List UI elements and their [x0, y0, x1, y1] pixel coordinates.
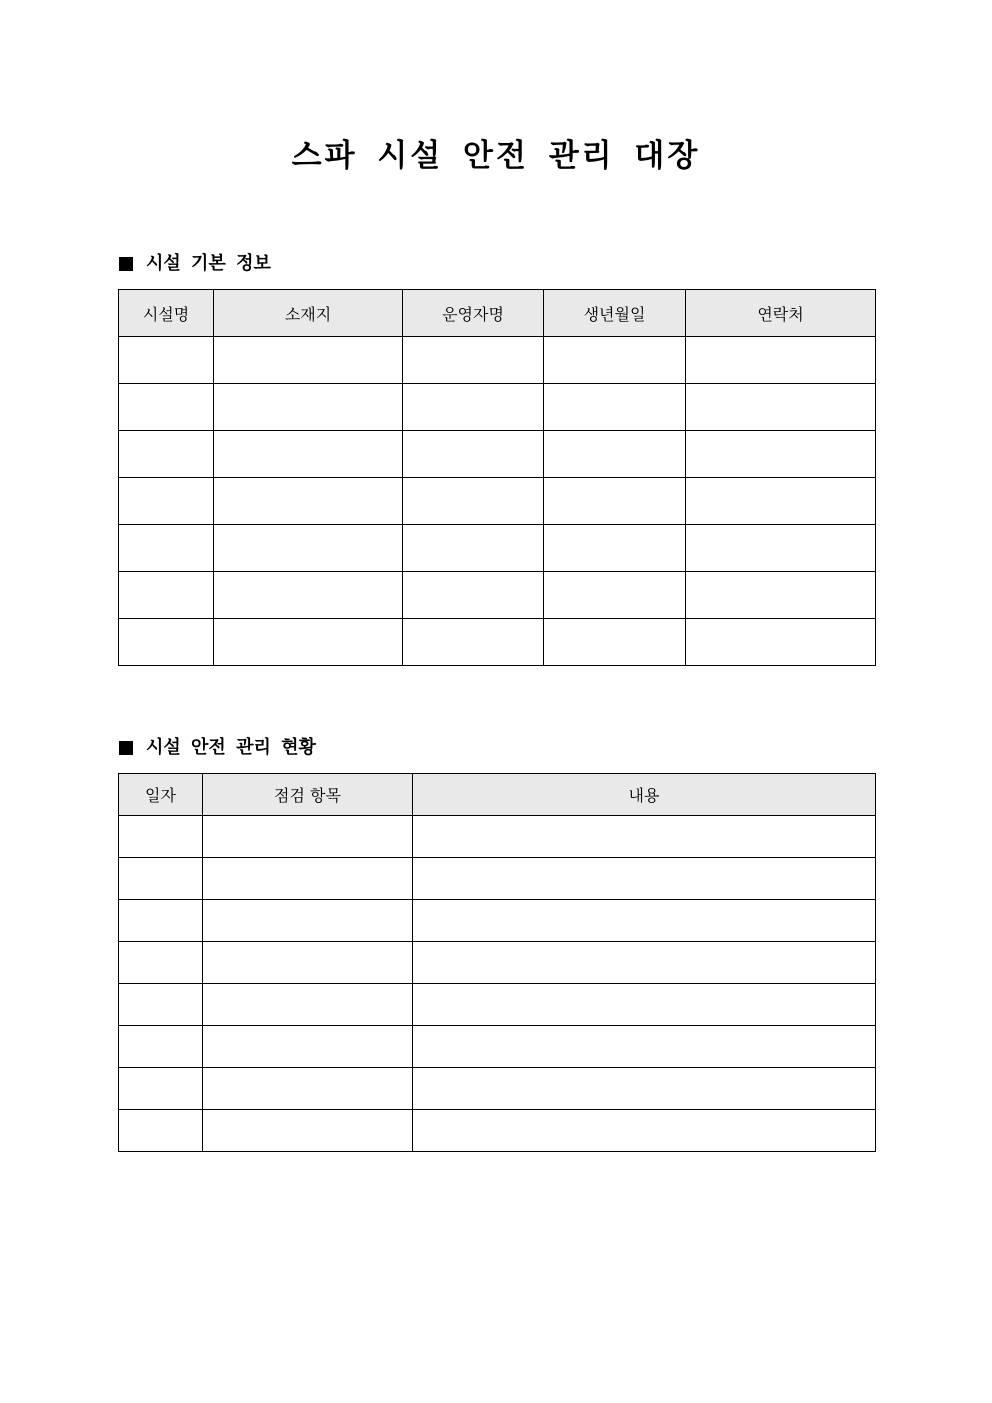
- table-cell[interactable]: [119, 1068, 203, 1110]
- table-cell[interactable]: [544, 619, 686, 666]
- table-header-row: [119, 290, 876, 337]
- table-cell[interactable]: [203, 900, 413, 942]
- table-cell[interactable]: [403, 384, 544, 431]
- section-heading-safety-status: [119, 736, 316, 760]
- table-cell[interactable]: [413, 816, 876, 858]
- table-cell[interactable]: [686, 384, 876, 431]
- table-cell[interactable]: [119, 431, 214, 478]
- table-header-row: [119, 774, 876, 816]
- table-row: [119, 619, 876, 666]
- table-cell[interactable]: [686, 478, 876, 525]
- table-cell[interactable]: [403, 337, 544, 384]
- table-row: [119, 1026, 876, 1068]
- table-cell[interactable]: [119, 337, 214, 384]
- table-cell[interactable]: [544, 431, 686, 478]
- table-cell[interactable]: [403, 431, 544, 478]
- table-row: [119, 384, 876, 431]
- table-cell[interactable]: [413, 858, 876, 900]
- table-cell[interactable]: [214, 525, 403, 572]
- document-title: 스파 시설 안전 관리 대장: [291, 138, 701, 174]
- column-header-inspection-item: 점검 항목: [203, 774, 413, 816]
- table-cell[interactable]: [214, 478, 403, 525]
- table-cell[interactable]: [413, 942, 876, 984]
- table-cell[interactable]: [119, 816, 203, 858]
- safety-status-table: [118, 773, 876, 1152]
- table-row: [119, 816, 876, 858]
- facility-info-table: [118, 289, 876, 666]
- table-cell[interactable]: [119, 858, 203, 900]
- table-cell[interactable]: [203, 1068, 413, 1110]
- table-cell[interactable]: [203, 816, 413, 858]
- table-cell[interactable]: [686, 337, 876, 384]
- table-cell[interactable]: [214, 337, 403, 384]
- table-cell[interactable]: [413, 1110, 876, 1152]
- table-cell[interactable]: [544, 478, 686, 525]
- table-cell[interactable]: [686, 619, 876, 666]
- table-row: [119, 478, 876, 525]
- table-cell[interactable]: [544, 525, 686, 572]
- table-cell[interactable]: [203, 1110, 413, 1152]
- square-bullet-icon: [119, 257, 133, 271]
- table-row: [119, 942, 876, 984]
- table-row: [119, 858, 876, 900]
- table-cell[interactable]: [413, 1026, 876, 1068]
- table-cell[interactable]: [686, 431, 876, 478]
- table-cell[interactable]: [203, 942, 413, 984]
- table-cell[interactable]: [119, 984, 203, 1026]
- column-header-birth-date: 생년월일: [544, 290, 686, 337]
- table-cell[interactable]: [119, 619, 214, 666]
- table-cell[interactable]: [119, 384, 214, 431]
- section-heading-facility-info: [119, 252, 271, 276]
- table-cell[interactable]: [686, 525, 876, 572]
- table-row: [119, 525, 876, 572]
- column-header-details: 내용: [413, 774, 876, 816]
- table-cell[interactable]: [119, 1110, 203, 1152]
- table-row: [119, 337, 876, 384]
- column-header-location: 소재지: [214, 290, 403, 337]
- section-heading-text: 시설 안전 관리 현황: [146, 737, 316, 758]
- table-cell[interactable]: [403, 478, 544, 525]
- column-header-facility-name: 시설명: [119, 290, 214, 337]
- table-cell[interactable]: [544, 384, 686, 431]
- table-cell[interactable]: [544, 572, 686, 619]
- table-cell[interactable]: [214, 619, 403, 666]
- section-heading-text: 시설 기본 정보: [146, 253, 271, 274]
- table-cell[interactable]: [214, 572, 403, 619]
- table-cell[interactable]: [119, 942, 203, 984]
- table-cell[interactable]: [203, 1026, 413, 1068]
- table-cell[interactable]: [403, 619, 544, 666]
- table-cell[interactable]: [119, 1026, 203, 1068]
- table-cell[interactable]: [403, 525, 544, 572]
- table-row: [119, 1068, 876, 1110]
- table-cell[interactable]: [686, 572, 876, 619]
- table-row: [119, 572, 876, 619]
- table-cell[interactable]: [544, 337, 686, 384]
- table-cell[interactable]: [119, 572, 214, 619]
- table-cell[interactable]: [119, 525, 214, 572]
- table-cell[interactable]: [214, 431, 403, 478]
- table-cell[interactable]: [413, 984, 876, 1026]
- table-cell[interactable]: [119, 478, 214, 525]
- table-row: [119, 900, 876, 942]
- table-cell[interactable]: [203, 858, 413, 900]
- table-row: [119, 431, 876, 478]
- table-cell[interactable]: [413, 1068, 876, 1110]
- column-header-operator-name: 운영자명: [403, 290, 544, 337]
- table-cell[interactable]: [403, 572, 544, 619]
- table-cell[interactable]: [214, 384, 403, 431]
- table-row: [119, 1110, 876, 1152]
- square-bullet-icon: [119, 741, 133, 755]
- table-cell[interactable]: [413, 900, 876, 942]
- table-row: [119, 984, 876, 1026]
- table-cell[interactable]: [119, 900, 203, 942]
- column-header-date: 일자: [119, 774, 203, 816]
- table-cell[interactable]: [203, 984, 413, 1026]
- column-header-contact: 연락처: [686, 290, 876, 337]
